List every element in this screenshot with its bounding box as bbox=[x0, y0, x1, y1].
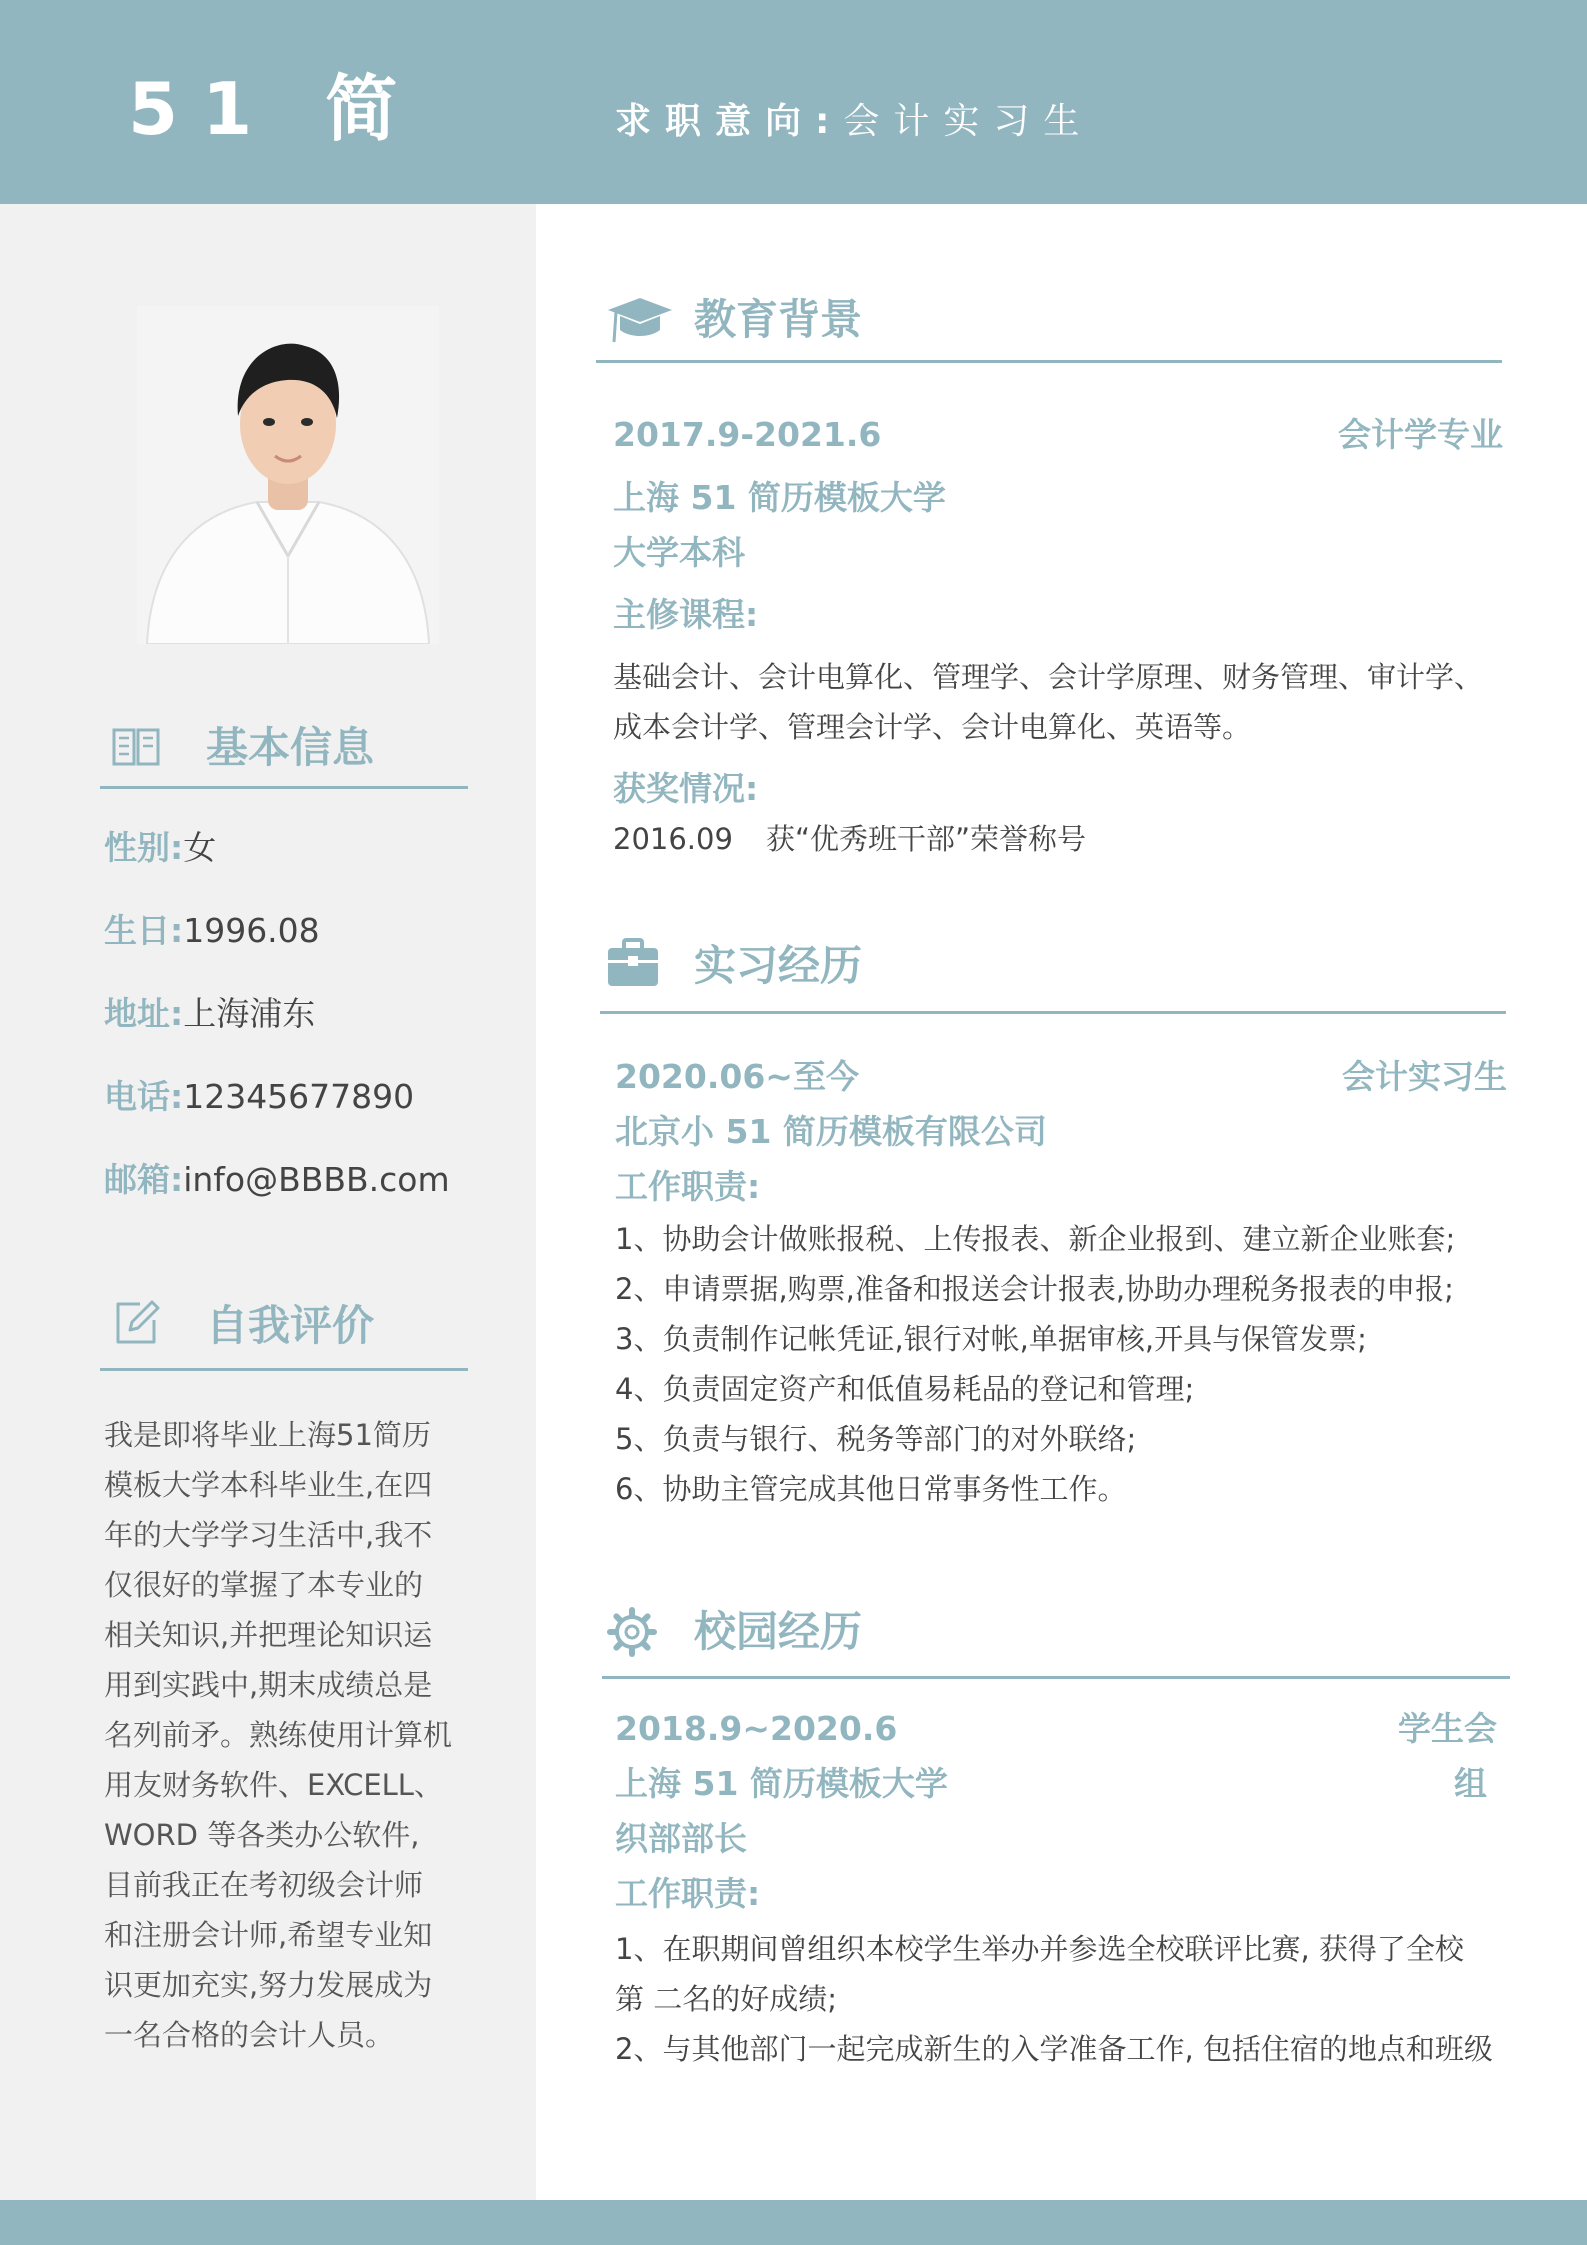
internship-duty: 4、负责固定资产和低值易耗品的登记和管理; bbox=[615, 1372, 1195, 1406]
campus-position: 织部部长 bbox=[615, 1819, 747, 1858]
info-address-value: 上海浦东 bbox=[183, 994, 316, 1033]
education-period: 2017.9-2021.6 bbox=[613, 415, 882, 454]
gear-icon bbox=[606, 1606, 658, 1658]
self-eval-line: 模板大学本科毕业生,在四 bbox=[104, 1468, 433, 1502]
self-eval-line: 年的大学学习生活中,我不 bbox=[104, 1518, 433, 1552]
internship-role: 会计实习生 bbox=[1342, 1057, 1507, 1096]
internship-title: 实习经历 bbox=[694, 941, 863, 990]
self-eval-line: 一名合格的会计人员。 bbox=[104, 2018, 395, 2052]
info-birthday-key: 生日: bbox=[104, 911, 184, 950]
info-phone-value: 12345677890 bbox=[183, 1077, 415, 1116]
award-text: 获“优秀班干部”荣誉称号 bbox=[766, 822, 1087, 856]
internship-period: 2020.06~至今 bbox=[615, 1057, 859, 1096]
self-eval-line: 目前我正在考初级会计师 bbox=[104, 1868, 424, 1902]
education-school: 上海 51 简历模板大学 bbox=[613, 478, 946, 517]
edit-icon bbox=[110, 1296, 162, 1348]
self-eval-line: WORD 等各类办公软件, bbox=[104, 1818, 420, 1852]
award-date: 2016.09 bbox=[613, 822, 733, 856]
job-intent bbox=[615, 96, 1093, 148]
self-eval-title: 自我评价 bbox=[206, 1301, 375, 1350]
campus-school: 上海 51 简历模板大学 bbox=[615, 1764, 948, 1803]
self-eval-line: 和注册会计师,希望专业知 bbox=[104, 1918, 433, 1952]
basic-info-divider bbox=[100, 786, 468, 789]
self-eval-line: 名列前矛。熟练使用计算机 bbox=[104, 1718, 453, 1752]
profile-photo bbox=[137, 306, 439, 644]
resume-name: 51 简 bbox=[128, 67, 422, 151]
internship-duty: 6、协助主管完成其他日常事务性工作。 bbox=[615, 1472, 1127, 1506]
education-divider bbox=[596, 360, 1502, 363]
info-birthday bbox=[104, 908, 320, 954]
info-gender-value: 女 bbox=[183, 828, 217, 867]
self-eval-divider bbox=[100, 1368, 468, 1371]
awards-label: 获奖情况: bbox=[613, 769, 759, 808]
self-eval-line: 用到实践中,期末成绩总是 bbox=[104, 1668, 433, 1702]
book-icon bbox=[110, 720, 162, 772]
info-birthday-value: 1996.08 bbox=[183, 911, 320, 950]
courses-line: 成本会计学、管理会计学、会计电算化、英语等。 bbox=[613, 710, 1252, 744]
info-phone-key: 电话: bbox=[104, 1077, 184, 1116]
campus-duties-label: 工作职责: bbox=[615, 1874, 761, 1913]
self-eval-line: 用友财务软件、EXCELL、 bbox=[104, 1768, 443, 1802]
education-title: 教育背景 bbox=[694, 295, 863, 344]
campus-period: 2018.9~2020.6 bbox=[615, 1709, 898, 1748]
info-phone bbox=[104, 1074, 414, 1120]
internship-duties-label: 工作职责: bbox=[615, 1167, 761, 1206]
self-eval-line: 我是即将毕业上海51简历 bbox=[104, 1418, 431, 1452]
internship-duty: 5、负责与银行、税务等部门的对外联络; bbox=[615, 1422, 1137, 1456]
self-eval-line: 仅很好的掌握了本专业的 bbox=[104, 1568, 424, 1602]
campus-role-cont: 组 bbox=[1454, 1764, 1487, 1803]
info-address-key: 地址: bbox=[104, 994, 184, 1033]
info-email-key: 邮箱: bbox=[104, 1160, 184, 1199]
self-eval-line: 识更加充实,努力发展成为 bbox=[104, 1968, 433, 2002]
education-major: 会计学专业 bbox=[1338, 415, 1503, 454]
graduation-cap-icon bbox=[604, 292, 674, 348]
campus-role: 学生会 bbox=[1398, 1709, 1497, 1748]
info-email-value: info@BBBB.com bbox=[183, 1160, 450, 1199]
campus-duty: 1、在职期间曾组织本校学生举办并参选全校联评比赛, 获得了全校 bbox=[615, 1932, 1464, 1966]
self-eval-text bbox=[104, 1410, 453, 2060]
basic-info-title: 基本信息 bbox=[206, 723, 375, 772]
briefcase-icon bbox=[606, 938, 660, 988]
info-gender-key: 性别: bbox=[104, 828, 184, 867]
internship-duty: 3、负责制作记帐凭证,银行对帐,单据审核,开具与保管发票; bbox=[615, 1322, 1367, 1356]
education-degree: 大学本科 bbox=[613, 533, 745, 572]
job-intent-value: 会计实习生 bbox=[843, 101, 1094, 142]
campus-duty: 第 二名的好成绩; bbox=[615, 1982, 837, 2016]
info-gender bbox=[104, 825, 216, 871]
self-eval-line: 相关知识,并把理论知识运 bbox=[104, 1618, 433, 1652]
campus-title: 校园经历 bbox=[694, 1607, 863, 1656]
internship-duty: 1、协助会计做账报税、上传报表、新企业报到、建立新企业账套; bbox=[615, 1222, 1456, 1256]
internship-duty: 2、申请票据,购票,准备和报送会计报表,协助办理税务报表的申报; bbox=[615, 1272, 1454, 1306]
info-address bbox=[104, 991, 315, 1037]
campus-duty: 2、与其他部门一起完成新生的入学准备工作, 包括住宿的地点和班级 bbox=[615, 2032, 1493, 2066]
footer-bar bbox=[0, 2200, 1587, 2245]
courses-line: 基础会计、会计电算化、管理学、会计学原理、财务管理、审计学、 bbox=[613, 660, 1484, 694]
job-intent-label: 求职意向: bbox=[615, 101, 844, 142]
campus-divider bbox=[602, 1676, 1510, 1679]
courses-label: 主修课程: bbox=[613, 595, 759, 634]
info-email bbox=[104, 1157, 450, 1203]
internship-company: 北京小 51 简历模板有限公司 bbox=[615, 1112, 1047, 1151]
internship-divider bbox=[600, 1011, 1506, 1014]
